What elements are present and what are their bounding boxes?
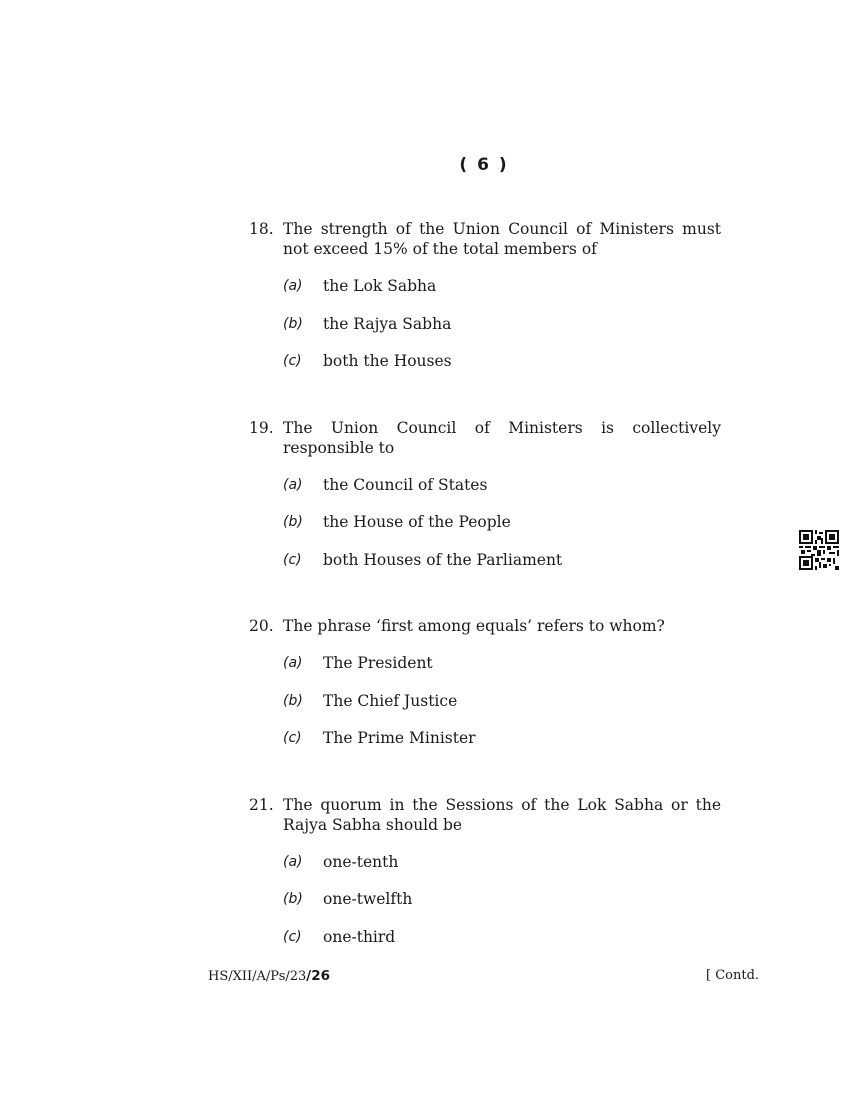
option-label: (a): [283, 278, 303, 294]
option-text: both Houses of the Parliament: [323, 551, 563, 569]
option-text: one-third: [323, 928, 396, 946]
question-number: 19.: [249, 419, 274, 437]
option-text: the Council of States: [323, 476, 488, 494]
question-19: [249, 418, 721, 570]
option-label: (a): [283, 854, 303, 870]
paper-code: [208, 968, 330, 984]
option-c: [283, 927, 721, 947]
option-a: [283, 653, 721, 673]
option-label: (c): [283, 730, 302, 746]
question-number: 21.: [249, 796, 274, 814]
question-number: 18.: [249, 220, 274, 238]
option-text: the House of the People: [323, 513, 511, 531]
option-a: [283, 276, 721, 296]
option-text: both the Houses: [323, 352, 452, 370]
question-text: The quorum in the Sessions of the Lok Sabha or the Rajya Sabha should be: [283, 796, 721, 834]
option-text: the Lok Sabha: [323, 277, 437, 295]
option-label: (b): [283, 514, 303, 530]
option-b: [283, 314, 721, 334]
qr-code: [799, 530, 839, 570]
option-c: [283, 351, 721, 371]
option-text: The Chief Justice: [323, 692, 458, 710]
option-text: The Prime Minister: [323, 729, 476, 747]
option-text: one-twelfth: [323, 890, 413, 908]
option-label: (a): [283, 655, 303, 671]
option-c: [283, 550, 721, 570]
paper-code-text: HS/XII/A/Ps/23: [208, 969, 307, 984]
question-20: [249, 616, 721, 748]
paper-code-suffix: /26: [306, 968, 331, 984]
option-text: one-tenth: [323, 853, 399, 871]
question-stem: [249, 219, 721, 259]
question-text: The strength of the Union Council of Ministers must not exceed 15% of the total members of: [283, 220, 721, 258]
question-stem: [249, 795, 721, 835]
option-label: (c): [283, 353, 302, 369]
question-number: 20.: [249, 617, 274, 635]
option-b: [283, 889, 721, 909]
option-label: (b): [283, 693, 303, 709]
question-18: [249, 219, 721, 371]
option-label: (c): [283, 929, 302, 945]
question-stem: [249, 616, 721, 636]
option-label: (a): [283, 477, 303, 493]
option-text: the Rajya Sabha: [323, 315, 452, 333]
option-b: [283, 691, 721, 711]
option-label: (b): [283, 316, 303, 332]
continued-marker: [ Contd.: [706, 968, 760, 983]
option-label: (b): [283, 891, 303, 907]
option-a: [283, 852, 721, 872]
question-text: The Union Council of Ministers is collectively responsible to: [283, 419, 721, 457]
question-21: [249, 795, 721, 947]
question-stem: [249, 418, 721, 458]
option-a: [283, 475, 721, 495]
option-b: [283, 512, 721, 532]
option-label: (c): [283, 552, 302, 568]
option-text: The President: [323, 654, 433, 672]
page-number: ( 6 ): [459, 155, 509, 175]
option-c: [283, 728, 721, 748]
question-text: The phrase ‘first among equals’ refers to whom?: [283, 617, 665, 635]
